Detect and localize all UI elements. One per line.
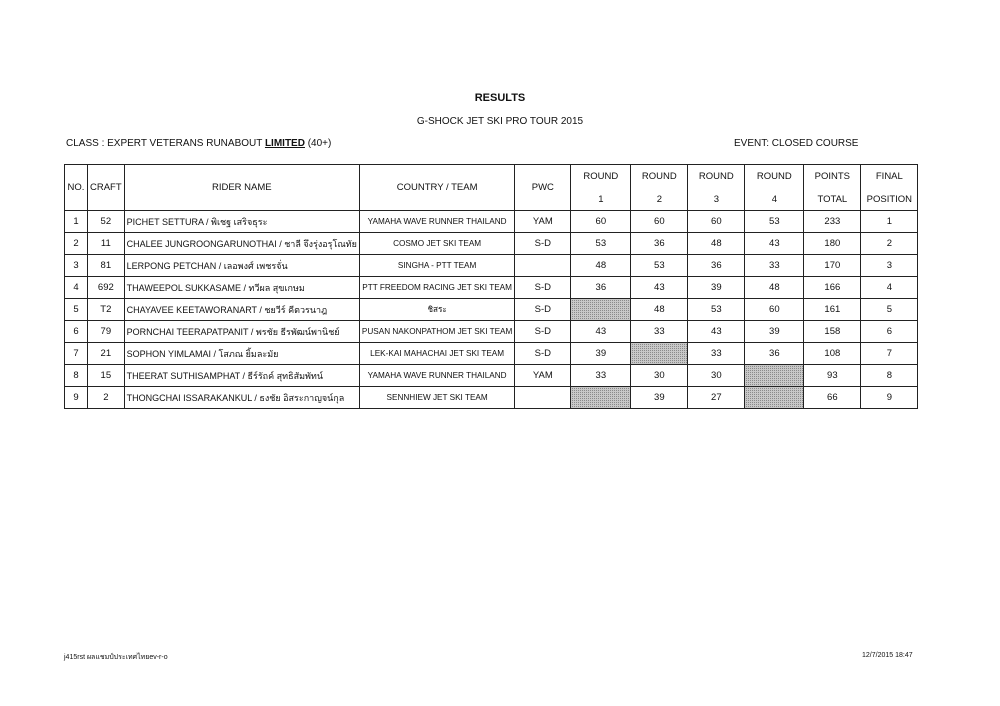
cell-no: 8 <box>65 365 88 387</box>
cell-no: 7 <box>65 343 88 365</box>
cell-pwc: S-D <box>515 277 571 299</box>
cell-craft: 81 <box>88 255 125 277</box>
cell-team: COSMO JET SKI TEAM <box>359 233 514 255</box>
cell-team: ชิสระ <box>359 299 514 321</box>
cell-rider: THAWEEPOL SUKKASAME / ทวีผล สุขเกษม <box>124 277 359 299</box>
event-label: EVENT: CLOSED COURSE <box>734 138 859 149</box>
cell-no: 3 <box>65 255 88 277</box>
col-round-2: ROUND <box>631 165 688 189</box>
table-row <box>65 299 918 321</box>
cell-round-3: 33 <box>688 343 745 365</box>
cell-round-4: 39 <box>745 321 804 343</box>
cell-total: 161 <box>804 299 861 321</box>
cell-no: 5 <box>65 299 88 321</box>
cell-team: YAMAHA WAVE RUNNER THAILAND <box>359 211 514 233</box>
footer-filename: j415rst ผลแชมป์ประเทศไทยev-r-o <box>64 654 168 661</box>
class-prefix: CLASS : EXPERT VETERANS RUNABOUT <box>66 138 265 149</box>
cell-total: 158 <box>804 321 861 343</box>
col-position: POSITION <box>861 188 918 211</box>
col-round-1-num: 1 <box>571 188 631 211</box>
cell-round-2: 39 <box>631 387 688 409</box>
cell-round-4: 53 <box>745 211 804 233</box>
cell-round-3: 53 <box>688 299 745 321</box>
col-round-3: ROUND <box>688 165 745 189</box>
cell-round-4: 33 <box>745 255 804 277</box>
cell-round-1 <box>571 387 631 409</box>
table-row <box>65 233 918 255</box>
cell-round-4: 43 <box>745 233 804 255</box>
cell-craft: 21 <box>88 343 125 365</box>
cell-position: 5 <box>861 299 918 321</box>
cell-rider: LERPONG PETCHAN / เลอพงศ์ เพชรจั่น <box>124 255 359 277</box>
cell-team: LEK-KAI MAHACHAI JET SKI TEAM <box>359 343 514 365</box>
cell-rider: SOPHON YIMLAMAI / โสภณ ยิ้มละมัย <box>124 343 359 365</box>
cell-total: 170 <box>804 255 861 277</box>
class-suffix: (40+) <box>304 138 332 149</box>
footer-timestamp: 12/7/2015 18:47 <box>862 652 913 659</box>
col-pwc: PWC <box>515 165 571 211</box>
cell-round-1: 39 <box>571 343 631 365</box>
cell-team: PUSAN NAKONPATHOM JET SKI TEAM <box>359 321 514 343</box>
cell-round-2: 43 <box>631 277 688 299</box>
cell-round-1: 33 <box>571 365 631 387</box>
cell-total: 166 <box>804 277 861 299</box>
cell-pwc: YAM <box>515 365 571 387</box>
col-points: POINTS <box>804 165 861 189</box>
cell-no: 4 <box>65 277 88 299</box>
table-row <box>65 343 918 365</box>
cell-no: 9 <box>65 387 88 409</box>
cell-round-2: 53 <box>631 255 688 277</box>
cell-position: 1 <box>861 211 918 233</box>
cell-team: PTT FREEDOM RACING JET SKI TEAM <box>359 277 514 299</box>
cell-no: 1 <box>65 211 88 233</box>
col-craft: CRAFT <box>88 165 125 211</box>
cell-round-1: 48 <box>571 255 631 277</box>
cell-position: 4 <box>861 277 918 299</box>
cell-position: 7 <box>861 343 918 365</box>
col-total: TOTAL <box>804 188 861 211</box>
cell-rider: PORNCHAI TEERAPATPANIT / พรชัย ธีรพัฒน์พานิชย์ <box>124 321 359 343</box>
cell-total: 66 <box>804 387 861 409</box>
table-row <box>65 277 918 299</box>
cell-craft: T2 <box>88 299 125 321</box>
cell-craft: 52 <box>88 211 125 233</box>
table-row <box>65 365 918 387</box>
cell-rider: THONGCHAI ISSARAKANKUL / ธงชัย อิสระกาญจน์กุล <box>124 387 359 409</box>
class-bold: LIMITED <box>264 138 305 149</box>
cell-round-3: 36 <box>688 255 745 277</box>
table-row <box>65 255 918 277</box>
col-rider: RIDER NAME <box>124 165 359 211</box>
cell-team: YAMAHA WAVE RUNNER THAILAND <box>359 365 514 387</box>
cell-pwc: S-D <box>515 343 571 365</box>
cell-craft: 79 <box>88 321 125 343</box>
cell-no: 6 <box>65 321 88 343</box>
cell-craft: 2 <box>88 387 125 409</box>
col-no: NO. <box>65 165 88 211</box>
cell-round-3: 39 <box>688 277 745 299</box>
cell-craft: 11 <box>88 233 125 255</box>
cell-round-4: 36 <box>745 343 804 365</box>
cell-team: SINGHA - PTT TEAM <box>359 255 514 277</box>
cell-rider: PICHET SETTURA / พิเชฐ เสริจธุระ <box>124 211 359 233</box>
cell-position: 6 <box>861 321 918 343</box>
cell-round-4 <box>745 387 804 409</box>
cell-round-1: 53 <box>571 233 631 255</box>
col-round-1: ROUND <box>571 165 631 189</box>
cell-no: 2 <box>65 233 88 255</box>
col-round-2-num: 2 <box>631 188 688 211</box>
cell-pwc <box>515 255 571 277</box>
results-table <box>64 164 918 409</box>
cell-round-4: 60 <box>745 299 804 321</box>
table-row <box>65 211 918 233</box>
col-team: COUNTRY / TEAM <box>359 165 514 211</box>
table-row <box>65 387 918 409</box>
cell-round-3: 43 <box>688 321 745 343</box>
col-final: FINAL <box>861 165 918 189</box>
cell-round-1: 36 <box>571 277 631 299</box>
cell-round-1: 60 <box>571 211 631 233</box>
cell-position: 3 <box>861 255 918 277</box>
cell-team: SENNHIEW JET SKI TEAM <box>359 387 514 409</box>
cell-round-2: 30 <box>631 365 688 387</box>
cell-total: 233 <box>804 211 861 233</box>
table-row <box>65 321 918 343</box>
cell-round-3: 27 <box>688 387 745 409</box>
cell-pwc: S-D <box>515 233 571 255</box>
cell-position: 8 <box>861 365 918 387</box>
cell-pwc: S-D <box>515 321 571 343</box>
cell-round-3: 48 <box>688 233 745 255</box>
cell-rider: CHALEE JUNGROONGARUNOTHAI / ชาลี จึงรุ่งอรุโณทัย <box>124 233 359 255</box>
cell-position: 2 <box>861 233 918 255</box>
cell-round-2: 48 <box>631 299 688 321</box>
page-title: RESULTS <box>474 92 526 104</box>
header-row <box>65 165 918 189</box>
cell-round-2: 60 <box>631 211 688 233</box>
cell-round-4: 48 <box>745 277 804 299</box>
results-body <box>65 211 918 409</box>
cell-rider: CHAYAVEE KEETAWORANART / ชยวีร์ คีตวรนาฎ <box>124 299 359 321</box>
cell-total: 108 <box>804 343 861 365</box>
cell-total: 93 <box>804 365 861 387</box>
cell-round-2: 36 <box>631 233 688 255</box>
cell-craft: 15 <box>88 365 125 387</box>
cell-round-1: 43 <box>571 321 631 343</box>
cell-craft: 692 <box>88 277 125 299</box>
class-label <box>66 138 331 149</box>
cell-position: 9 <box>861 387 918 409</box>
cell-round-2 <box>631 343 688 365</box>
cell-round-2: 33 <box>631 321 688 343</box>
cell-rider: THEERAT SUTHISAMPHAT / ธีร์รัถค์ สุทธิสัมพัทน์ <box>124 365 359 387</box>
cell-round-1 <box>571 299 631 321</box>
cell-round-3: 30 <box>688 365 745 387</box>
cell-pwc <box>515 387 571 409</box>
cell-pwc: YAM <box>515 211 571 233</box>
cell-pwc: S-D <box>515 299 571 321</box>
col-round-4-num: 4 <box>745 188 804 211</box>
page-subtitle: G-SHOCK JET SKI PRO TOUR 2015 <box>416 116 584 127</box>
cell-round-3: 60 <box>688 211 745 233</box>
col-round-3-num: 3 <box>688 188 745 211</box>
cell-total: 180 <box>804 233 861 255</box>
cell-round-4 <box>745 365 804 387</box>
col-round-4: ROUND <box>745 165 804 189</box>
